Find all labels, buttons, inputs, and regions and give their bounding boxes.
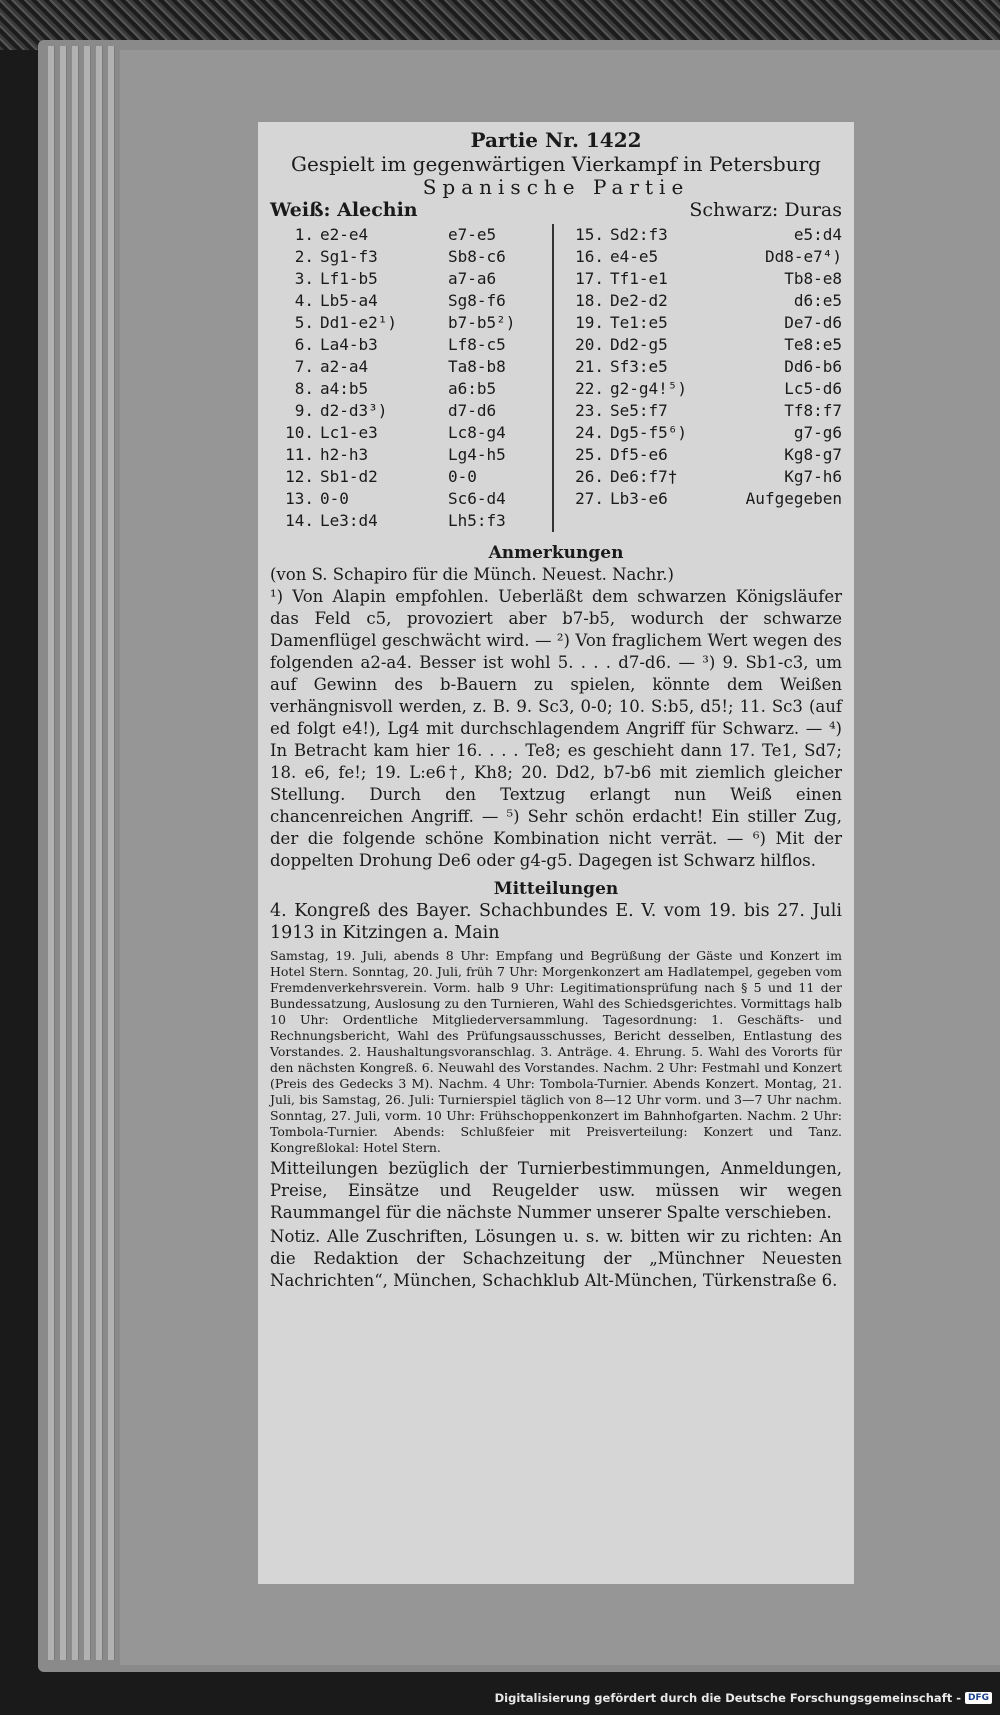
move-row xyxy=(270,246,552,268)
move-number: 6. xyxy=(294,335,314,354)
white-move: Sg1-f3 xyxy=(320,247,378,266)
white-move: Lf1-b5 xyxy=(320,269,378,288)
congress-program: Samstag, 19. Juli, abends 8 Uhr: Empfang und Begrüßung der Gäste und Konzert im Hotel Stern. Sonntag, 20. Juli, früh 7 Uhr: Morgenkonzert am Hadlatempel, gegeben vom Fremdenverkehrsverein. Vorm. halb 9 Uhr: Legitimationsprüfung nach § 5 und 11 der Bundessatzung, Auslosung zu den Turnieren, Wahl des Schiedsgerichtes. Vormittags halb 10 Uhr: Ordentliche Mitgliederversammlung. Tagesordnung: 1. Geschäfts- und Rechnungsbericht, Wahl des Prüfungsausschusses, Bericht desselben, Entlastung des Vorstandes. 2. Haushaltungsvoranschlag. 3. Anträge. 4. Ehrung. 5. Wahl des Vororts für den nächsten Kongreß. 6. Neuwahl des Vorstandes. Nachm. 2 Uhr: Festmahl und Konzert (Preis des Gedecks 3 M). Nachm. 4 Uhr: Tombola-Turnier. Abends Konzert. Montag, 21. Juli, bis Samstag, 26. Juli: Turnierspiel täglich von 8—12 Uhr vorm. und 3—7 Uhr nachm. Sonntag, 27. Juli, vorm. 10 Uhr: Frühschoppenkonzert im Bahnhofgarten. Nachm. 2 Uhr: Tombola-Turnier. Abends: Schlußfeier mit Preisverteilung: Konzert und Tanz. Kongreßlokal: Hotel Stern. xyxy=(270,948,842,1155)
white-move: g2-g4!⁵) xyxy=(610,379,688,398)
black-move: Aufgegeben xyxy=(745,489,842,508)
move-row xyxy=(270,290,552,312)
newspaper-clipping xyxy=(258,122,854,1584)
white-move: La4-b3 xyxy=(320,335,378,354)
moves-column-right xyxy=(552,224,842,532)
move-row xyxy=(270,400,552,422)
white-move: Dd1-e2¹) xyxy=(320,313,398,332)
move-row xyxy=(560,378,842,400)
move-row xyxy=(560,290,842,312)
white-move: Dd2-g5 xyxy=(610,335,668,354)
black-move: Sb8-c6 xyxy=(448,247,506,266)
move-number: 16. xyxy=(575,247,604,266)
players-row xyxy=(270,198,842,222)
white-move: Se5:f7 xyxy=(610,401,668,420)
move-number: 19. xyxy=(575,313,604,332)
footer-text: Digitalisierung gefördert durch die Deutsche Forschungsgemeinschaft - xyxy=(494,1691,961,1705)
white-move: a4:b5 xyxy=(320,379,369,398)
white-move: a2-a4 xyxy=(320,357,369,376)
white-move: Dg5-f5⁶) xyxy=(610,423,688,442)
moves-column-left xyxy=(270,224,552,532)
move-number: 15. xyxy=(575,225,604,244)
black-move: Lh5:f3 xyxy=(448,511,506,530)
white-move: Sd2:f3 xyxy=(610,225,668,244)
white-move: d2-d3³) xyxy=(320,401,388,420)
black-move: Lc8-g4 xyxy=(448,423,506,442)
white-move: e4-e5 xyxy=(610,247,659,266)
move-list xyxy=(270,224,842,532)
black-move: Lc5-d6 xyxy=(784,379,842,398)
black-move: Lg4-h5 xyxy=(448,445,506,464)
move-number: 22. xyxy=(575,379,604,398)
white-move: Lc1-e3 xyxy=(320,423,378,442)
white-move: De6:f7† xyxy=(610,467,678,486)
white-move: h2-h3 xyxy=(320,445,369,464)
move-row xyxy=(560,400,842,422)
move-row xyxy=(560,356,842,378)
page-edge xyxy=(72,46,79,1660)
black-move: Tb8-e8 xyxy=(784,269,842,288)
black-move: b7-b5²) xyxy=(448,313,516,332)
move-row xyxy=(270,334,552,356)
black-move: Lf8-c5 xyxy=(448,335,506,354)
white-move: De2-d2 xyxy=(610,291,668,310)
move-row xyxy=(270,378,552,400)
move-row xyxy=(560,444,842,466)
white-move: Lb3-e6 xyxy=(610,489,668,508)
move-number: 10. xyxy=(285,423,314,442)
move-row xyxy=(560,246,842,268)
annotations-source: (von S. Schapiro für die Münch. Neuest. Nachr.) xyxy=(270,565,674,584)
move-number: 5. xyxy=(294,313,314,332)
move-number: 11. xyxy=(285,445,314,464)
white-move: 0-0 xyxy=(320,489,349,508)
page-edge xyxy=(60,46,67,1660)
move-row xyxy=(560,466,842,488)
game-title: Partie Nr. 1422 xyxy=(470,128,642,152)
black-move: Kg8-g7 xyxy=(784,445,842,464)
move-number: 23. xyxy=(575,401,604,420)
move-row xyxy=(270,444,552,466)
move-row xyxy=(560,422,842,444)
black-move: e5:d4 xyxy=(793,225,842,244)
page-edge xyxy=(96,46,103,1660)
white-move: Df5-e6 xyxy=(610,445,668,464)
game-location: Gespielt im gegenwärtigen Vierkampf in Petersburg xyxy=(291,152,821,176)
black-move: Sg8-f6 xyxy=(448,291,506,310)
black-move: Dd6-b6 xyxy=(784,357,842,376)
white-move: Sf3:e5 xyxy=(610,357,668,376)
black-move: a7-a6 xyxy=(448,269,497,288)
white-move: e2-e4 xyxy=(320,225,369,244)
move-number: 17. xyxy=(575,269,604,288)
page-edge xyxy=(84,46,91,1660)
editorial-notice: Notiz. Alle Zuschriften, Lösungen u. s. w. bitten wir zu richten: An die Redaktion der Schachzeitung der „Münchner Neuesten Nachrichten“, München, Schachklub Alt-München, Türkenstraße 6. xyxy=(270,1227,842,1290)
white-move: Lb5-a4 xyxy=(320,291,378,310)
move-row xyxy=(270,510,552,532)
move-number: 18. xyxy=(575,291,604,310)
move-row xyxy=(270,488,552,510)
move-number: 2. xyxy=(294,247,314,266)
move-row xyxy=(270,268,552,290)
page-edge xyxy=(48,46,55,1660)
move-number: 7. xyxy=(294,357,314,376)
move-row xyxy=(270,422,552,444)
move-number: 12. xyxy=(285,467,314,486)
black-move: e7-e5 xyxy=(448,225,497,244)
white-move: Le3:d4 xyxy=(320,511,378,530)
move-number: 21. xyxy=(575,357,604,376)
move-number: 1. xyxy=(294,225,314,244)
move-row xyxy=(560,488,842,510)
black-move: Kg7-h6 xyxy=(784,467,842,486)
opening-name: Spanische Partie xyxy=(422,175,690,199)
page-edge xyxy=(108,46,115,1660)
move-row xyxy=(270,356,552,378)
black-player: Schwarz: Duras xyxy=(689,199,842,221)
move-number: 8. xyxy=(294,379,314,398)
white-move: Sb1-d2 xyxy=(320,467,378,486)
dfg-logo: DFG xyxy=(965,1692,992,1704)
move-number: 4. xyxy=(294,291,314,310)
move-number: 3. xyxy=(294,269,314,288)
move-row xyxy=(270,224,552,246)
move-row xyxy=(560,334,842,356)
move-row xyxy=(270,466,552,488)
move-number: 24. xyxy=(575,423,604,442)
move-number: 13. xyxy=(285,489,314,508)
white-move: Te1:e5 xyxy=(610,313,668,332)
digitization-footer xyxy=(495,1691,992,1705)
move-number: 25. xyxy=(575,445,604,464)
congress-announcement: 4. Kongreß des Bayer. Schachbundes E. V. vom 19. bis 27. Juli 1913 in Kitzingen a. Main xyxy=(270,901,842,943)
notices-heading: Mitteilungen xyxy=(493,879,619,899)
black-move: 0-0 xyxy=(448,467,477,486)
black-move: a6:b5 xyxy=(448,379,497,398)
move-row xyxy=(560,224,842,246)
move-row xyxy=(560,312,842,334)
move-row xyxy=(560,268,842,290)
black-move: d7-d6 xyxy=(448,401,497,420)
black-move: De7-d6 xyxy=(784,313,842,332)
black-move: Dd8-e7⁴) xyxy=(764,247,842,266)
move-number: 14. xyxy=(285,511,314,530)
annotations-text: ¹) Von Alapin empfohlen. Ueberläßt dem schwarzen Königsläufer das Feld c5, provoziert aber b7-b5, wodurch der schwarze Damenflügel geschwächt wird. — ²) Von fraglichem Wert wegen des folgenden a2-a4. Besser ist wohl 5. . . . d7-d6. — ³) 9. Sb1-c3, um auf Gewinn des b-Bauern zu spielen, könnte dem Weißen verhängnisvoll werden, z. B. 9. Sc3, 0-0; 10. S:b5, d5!; 11. Sc3 (auf ed folgt e4!), Lg4 mit durchschlagendem Angriff für Schwarz. — ⁴) In Betracht kam hier 16. . . . Te8; es geschieht dann 17. Te1, Sd7; 18. e6, fe!; 19. L:e6†, Kh8; 20. Dd2, b7-b6 mit ziemlich gleicher Stellung. Durch den Textzug erlangt nun Weiß einen chancenreichen Angriff. — ⁵) Sehr schön erdacht! Ein stiller Zug, der die folgende schöne Kombination nicht verrät. — ⁶) Mit der doppelten Drohung De6 oder g4-g5. Dagegen ist Schwarz hilflos. xyxy=(270,587,842,870)
black-move: g7-g6 xyxy=(793,423,842,442)
black-move: d6:e5 xyxy=(793,291,842,310)
move-number: 26. xyxy=(575,467,604,486)
black-move: Tf8:f7 xyxy=(784,401,842,420)
annotations-heading: Anmerkungen xyxy=(488,543,624,563)
white-player: Weiß: Alechin xyxy=(270,199,418,221)
move-row xyxy=(270,312,552,334)
move-number: 20. xyxy=(575,335,604,354)
white-move: Tf1-e1 xyxy=(610,269,668,288)
black-move: Sc6-d4 xyxy=(448,489,506,508)
tournament-rules-note: Mitteilungen bezüglich der Turnierbestimmungen, Anmeldungen, Preise, Einsätze und Reugelder usw. müssen wir wegen Raummangel für die nächste Nummer unserer Spalte verschieben. xyxy=(270,1159,842,1222)
black-move: Te8:e5 xyxy=(784,335,842,354)
black-move: Ta8-b8 xyxy=(448,357,506,376)
move-number: 9. xyxy=(294,401,314,420)
move-number: 27. xyxy=(575,489,604,508)
